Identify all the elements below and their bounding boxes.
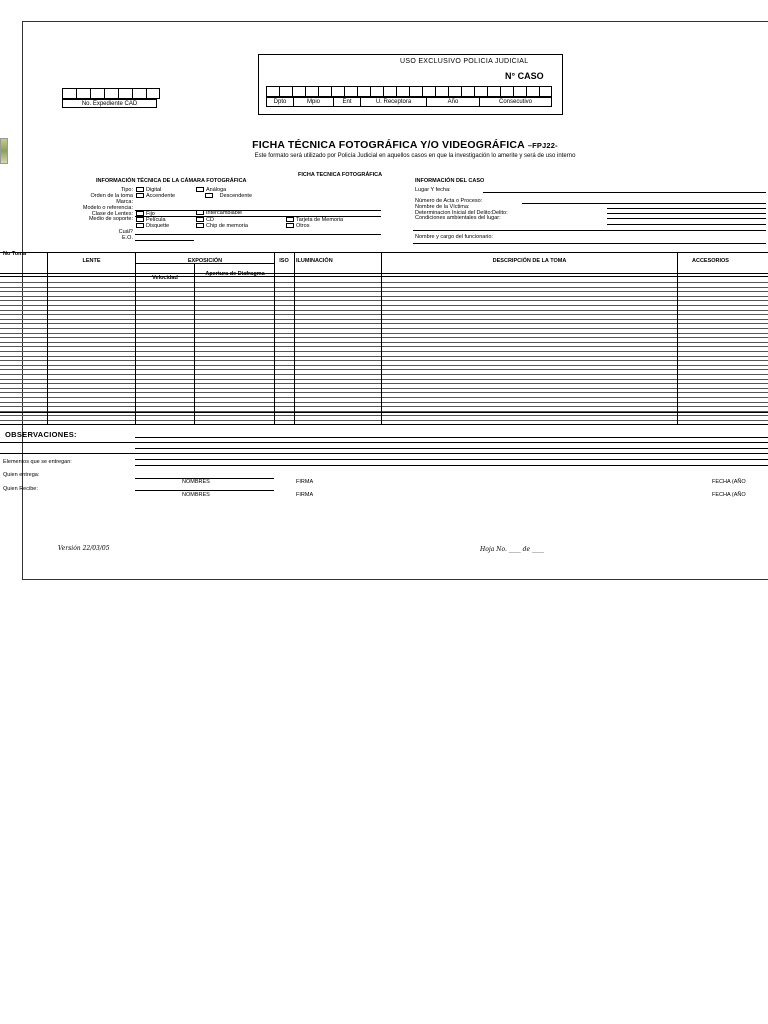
observaciones-line-4[interactable] <box>0 453 768 454</box>
entrega-nombres: NOMBRES <box>182 479 210 485</box>
case-number-label: N° CASO <box>505 71 544 81</box>
form-title <box>150 139 660 151</box>
checkbox-icon <box>286 223 294 228</box>
tipo-label: Tipo: <box>120 187 133 193</box>
case-field-labels <box>266 97 552 107</box>
condiciones-input-3[interactable] <box>413 230 766 231</box>
eo-label: E.O. <box>121 235 133 241</box>
case-field-consecutivo: Consecutivo <box>498 99 533 105</box>
table-row[interactable] <box>0 333 768 334</box>
case-number-cells[interactable] <box>266 86 552 97</box>
table-row[interactable] <box>0 383 768 384</box>
observaciones-line-3[interactable] <box>135 448 768 449</box>
medio-pelicula[interactable]: Película <box>136 217 166 223</box>
table-row[interactable] <box>0 402 768 403</box>
col-velocidad: Velocidad <box>152 275 178 281</box>
table-rule <box>0 412 768 413</box>
condiciones-input-2[interactable] <box>607 224 766 225</box>
table-row[interactable] <box>0 360 768 361</box>
quien-entrega-label: Quien entrega: <box>3 472 40 478</box>
table-row[interactable] <box>0 356 768 357</box>
col-descripcion: DESCRIPCIÓN DE LA TOMA <box>492 258 567 264</box>
col-exposicion: EXPOSICIÓN <box>187 258 223 264</box>
table-row[interactable] <box>0 282 768 283</box>
tipo-digital[interactable]: Digital <box>136 187 161 193</box>
delito-input[interactable] <box>607 213 766 214</box>
camera-heading: INFORMACIÓN TÉCNICA DE LA CÁMARA FOTOGRÁFICA <box>96 178 247 184</box>
table-row[interactable] <box>0 296 768 297</box>
section-title: FICHA TECNICA FOTOGRÁFICA <box>298 172 383 178</box>
case-field-condiciones: Condiciones ambientales del lugar: <box>415 215 501 221</box>
acta-input[interactable] <box>522 203 766 204</box>
table-row[interactable] <box>0 314 768 315</box>
checkbox-icon <box>136 223 144 228</box>
checkbox-icon <box>136 193 144 198</box>
orden-label: Orden de la toma <box>90 193 133 199</box>
table-row[interactable] <box>0 305 768 306</box>
logo-icon <box>0 138 8 164</box>
case-field-ent: Ent <box>334 98 361 106</box>
exclusive-use-label: USO EXCLUSIVO POLICIA JUDICIAL <box>400 58 529 65</box>
version-label: Versión 22/03/05 <box>58 545 110 552</box>
medio-cd[interactable]: CD <box>196 217 214 223</box>
col-no-toma: No Toma <box>3 251 27 257</box>
table-row[interactable] <box>0 369 768 370</box>
form-subtitle: Este formato será utilizado por Policía Judicial en aquellos casos en que la investigación lo amerite y será de uso interno <box>254 153 576 159</box>
case-field-dpto: Dpto <box>267 98 294 106</box>
elementos-label: Elementos que se entregan: <box>3 459 72 465</box>
medio-tarjeta[interactable]: Tarjeta de Memoria <box>286 217 343 223</box>
observaciones-line-1[interactable] <box>135 437 768 438</box>
case-field-receptora: U. Receptora <box>361 98 427 106</box>
eo-field[interactable] <box>135 240 194 241</box>
table-rule <box>0 424 768 425</box>
table-row[interactable] <box>0 351 768 352</box>
observaciones-line-2[interactable] <box>0 442 768 443</box>
official-label: Nombre y cargo del funcionario: <box>415 234 493 240</box>
clase-label: Clase de Lentes: <box>91 211 133 217</box>
form-title-main: FICHA TÉCNICA FOTOGRÁFICA Y/O VIDEOGRÁFICA <box>252 139 525 151</box>
recibe-fecha: FECHA (AÑO <box>712 492 746 498</box>
entrega-fecha: FECHA (AÑO <box>712 479 746 485</box>
table-row[interactable] <box>0 319 768 320</box>
checkbox-icon <box>196 187 204 192</box>
checkbox-icon <box>286 217 294 222</box>
case-field-acta: Número de Acta o Proceso: <box>415 198 483 204</box>
table-row[interactable] <box>0 342 768 343</box>
table-row[interactable] <box>0 365 768 366</box>
expediente-label: No. Expediente CAD <box>62 99 157 108</box>
col-iso: ISO <box>279 258 289 264</box>
cual-field[interactable] <box>135 234 381 235</box>
case-field-mpio: Mpio <box>294 98 334 106</box>
table-row[interactable] <box>0 415 768 416</box>
orden-accendente[interactable]: Accendente <box>136 193 175 199</box>
checkbox-icon <box>136 187 144 192</box>
table-row[interactable] <box>0 374 768 375</box>
checkbox-icon <box>196 217 204 222</box>
table-row[interactable] <box>0 420 768 421</box>
checkbox-icon <box>136 217 144 222</box>
clase-fijo[interactable]: Fijo <box>136 211 155 217</box>
table-row[interactable] <box>0 300 768 301</box>
table-row[interactable] <box>0 388 768 389</box>
case-field-lugar: Lugar Y fecha: <box>415 187 451 193</box>
table-row[interactable] <box>0 291 768 292</box>
table-row[interactable] <box>0 392 768 393</box>
lugar-input[interactable] <box>483 192 766 193</box>
table-row[interactable] <box>0 310 768 311</box>
elementos-line-2[interactable] <box>135 465 768 466</box>
table-row[interactable] <box>0 337 768 338</box>
recibe-nombres-line[interactable] <box>135 490 274 491</box>
marca-label: Marca: <box>116 199 133 205</box>
orden-descendente[interactable]: Descendente <box>205 193 252 199</box>
recibe-firma: FIRMA <box>296 492 314 498</box>
checkbox-icon <box>196 210 204 215</box>
case-field-delito: Determinacion Inicial del Delito:Delito: <box>415 210 508 216</box>
medio-disquette[interactable]: Disquette <box>136 223 169 229</box>
observaciones-label: OBSERVACIONES: <box>5 430 77 439</box>
table-row[interactable] <box>0 323 768 324</box>
quien-recibe-label: Quien Recibe: <box>3 486 38 492</box>
clase-intercambiable[interactable]: Intercambiable <box>196 210 242 216</box>
page-number: Hoja No. ____ de ____ <box>480 546 544 553</box>
victima-input[interactable] <box>607 208 766 209</box>
col-iluminacion: ILUMINACIÓN <box>296 258 333 264</box>
table-row[interactable] <box>0 328 768 329</box>
checkbox-icon <box>205 193 213 198</box>
medio-chip[interactable]: Chip de memoria <box>196 223 248 229</box>
case-field-ano: Año <box>427 98 480 106</box>
form-code: –FPJ22- <box>527 141 558 150</box>
table-row[interactable] <box>0 287 768 288</box>
photo-table <box>0 252 768 425</box>
table-row[interactable] <box>0 379 768 380</box>
official-input[interactable] <box>413 243 766 244</box>
medio-otros[interactable]: Otros <box>286 223 309 229</box>
expediente-cells[interactable] <box>62 88 160 99</box>
modelo-label: Modelo o referencia: <box>82 205 133 211</box>
clase-field <box>135 216 381 217</box>
checkbox-icon <box>196 223 204 228</box>
case-field-victima: Nombre de la Víctima: <box>415 204 470 210</box>
table-row[interactable] <box>0 406 768 407</box>
medio-label: Medio de soporte: <box>88 216 133 222</box>
cual-label: Cuál? <box>118 229 133 235</box>
col-lente: LENTE <box>82 258 101 264</box>
recibe-nombres: NOMBRES <box>182 492 210 498</box>
entrega-firma: FIRMA <box>296 479 314 485</box>
table-rule <box>0 276 768 277</box>
col-apertura: Apertura de Diafragma <box>205 271 265 277</box>
table-row[interactable] <box>0 346 768 347</box>
modelo-field[interactable] <box>135 210 381 211</box>
tipo-analoga[interactable]: Análoga <box>196 187 226 193</box>
case-heading: INFORMACIÓN DEL CASO <box>415 178 485 184</box>
table-row[interactable] <box>0 397 768 398</box>
elementos-line-1[interactable] <box>135 459 768 460</box>
col-accesorios: ACCESORIOS <box>692 258 729 264</box>
condiciones-input[interactable] <box>607 218 766 219</box>
